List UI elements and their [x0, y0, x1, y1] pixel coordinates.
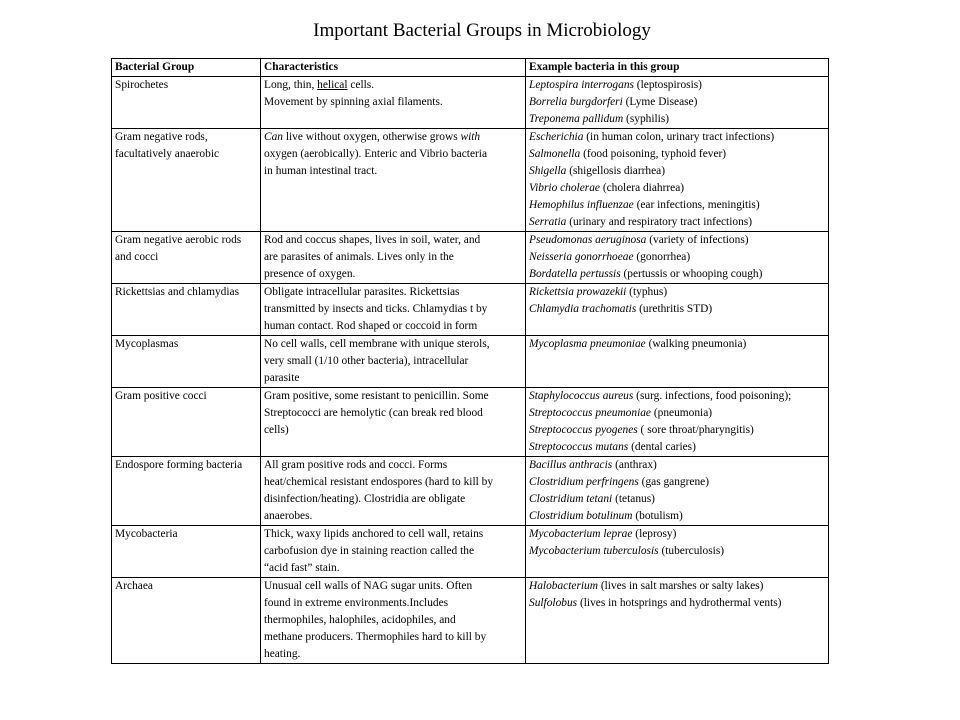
example-text: (tuberculosis) [658, 545, 725, 557]
example-text: Mycobacterium tuberculosis [529, 545, 659, 557]
characteristics-line [264, 301, 522, 318]
characteristics-text: parasite [264, 372, 300, 384]
characteristics-cell [261, 526, 526, 578]
characteristics-text: anaerobes. [264, 510, 313, 522]
example-text: (pertussis or whooping cough) [620, 268, 763, 280]
characteristics-line [264, 336, 522, 353]
example-text: Serratia [529, 216, 567, 228]
group-line: Mycoplasmas [115, 338, 179, 350]
example-text: ( sore throat/pharyngitis) [637, 424, 754, 436]
characteristics-line [264, 129, 522, 146]
example-text: (leptospirosis) [633, 79, 702, 91]
examples-cell [526, 77, 829, 129]
example-text: (lives in hotsprings and hydrothermal vents) [577, 597, 782, 609]
characteristics-text: thermophiles, halophiles, acidophiles, and [264, 614, 456, 626]
characteristics-cell [261, 457, 526, 526]
example-line [529, 214, 825, 231]
example-text: Chlamydia trachomatis [529, 303, 637, 315]
example-text: Leptospira interrogans [529, 79, 634, 91]
characteristics-line [264, 595, 522, 612]
example-line [529, 232, 825, 249]
characteristics-text: disinfection/heating). Clostridia are obligate [264, 493, 466, 505]
example-line [529, 388, 825, 405]
example-line [529, 301, 825, 318]
example-text: Mycobacterium leprae [529, 528, 633, 540]
characteristics-text: very small (1/10 other bacteria), intracellular [264, 355, 469, 367]
example-line [529, 595, 825, 612]
example-text: Staphylococcus aureus [529, 390, 634, 402]
characteristics-text: No cell walls, cell membrane with unique sterols, [264, 338, 490, 350]
group-cell [112, 284, 261, 336]
example-text: (Lyme Disease) [622, 96, 698, 108]
characteristics-text: live without oxygen, otherwise grows [283, 131, 461, 143]
example-text: Borrelia burgdorferi [529, 96, 623, 108]
characteristics-line [264, 370, 522, 387]
table-row [112, 388, 829, 457]
characteristics-line [264, 646, 522, 663]
example-text: (lives in salt marshes or salty lakes) [597, 580, 764, 592]
group-cell [112, 129, 261, 232]
group-cell [112, 336, 261, 388]
example-text: (gas gangrene) [638, 476, 710, 488]
table-row [112, 526, 829, 578]
group-cell [112, 232, 261, 284]
example-text: Treponema pallidum [529, 113, 624, 125]
example-line [529, 578, 825, 595]
example-line [529, 457, 825, 474]
characteristics-line [264, 94, 522, 111]
table-row [112, 336, 829, 388]
example-line [529, 249, 825, 266]
group-line: and cocci [115, 251, 159, 263]
characteristics-text: transmitted by insects and ticks. Chlamydias t by [264, 303, 488, 315]
example-line [529, 526, 825, 543]
example-text: Neisseria gonorrhoeae [529, 251, 634, 263]
example-text: (variety of infections) [646, 234, 749, 246]
characteristics-line [264, 249, 522, 266]
characteristics-cell [261, 284, 526, 336]
group-cell [112, 457, 261, 526]
example-text: (urethritis STD) [636, 303, 713, 315]
table-row [112, 457, 829, 526]
characteristics-cell [261, 388, 526, 457]
characteristics-line [264, 77, 522, 94]
group-line: Endospore forming bacteria [115, 459, 243, 471]
characteristics-line [264, 422, 522, 439]
examples-cell [526, 284, 829, 336]
characteristics-line [264, 163, 522, 180]
bacteria-table [111, 58, 829, 664]
characteristics-text: Rod and coccus shapes, lives in soil, water, and [264, 234, 481, 246]
header-examples: Example bacteria in this group [526, 59, 829, 77]
example-line [529, 77, 825, 94]
characteristics-line [264, 474, 522, 491]
group-cell [112, 578, 261, 664]
characteristics-line [264, 388, 522, 405]
example-line [529, 439, 825, 456]
characteristics-text: are parasites of animals. Lives only in the [264, 251, 454, 263]
page-title: Important Bacterial Groups in Microbiology [313, 20, 651, 41]
group-line: Spirochetes [115, 79, 169, 91]
example-line [529, 474, 825, 491]
example-text: Vibrio cholerae [529, 182, 600, 194]
table-header-row [112, 59, 829, 77]
characteristics-line [264, 146, 522, 163]
group-line: Gram negative aerobic rods [115, 234, 242, 246]
group-line: Gram negative rods, [115, 131, 208, 143]
example-line [529, 94, 825, 111]
characteristics-text: All gram positive rods and cocci. Forms [264, 459, 448, 471]
example-text: Bordatella pertussis [529, 268, 621, 280]
example-line [529, 146, 825, 163]
characteristics-text: oxygen (aerobically). Enteric and Vibrio bacteria [264, 148, 488, 160]
characteristics-text: Gram positive, some resistant to penicillin. Some [264, 390, 489, 402]
example-text: (pneumonia) [651, 407, 713, 419]
example-text: Clostridium perfringens [529, 476, 639, 488]
example-text: (leprosy) [632, 528, 677, 540]
example-line [529, 180, 825, 197]
characteristics-cell [261, 232, 526, 284]
example-line [529, 491, 825, 508]
characteristics-line [264, 612, 522, 629]
header-characteristics: Characteristics [261, 59, 526, 77]
characteristics-text: heating. [264, 648, 301, 660]
example-line [529, 336, 825, 353]
example-line [529, 543, 825, 560]
example-text: Shigella [529, 165, 567, 177]
example-text: Streptococcus pyogenes [529, 424, 638, 436]
header-bacterial-group: Bacterial Group [112, 59, 261, 77]
example-line [529, 508, 825, 525]
examples-cell [526, 232, 829, 284]
table-row [112, 232, 829, 284]
characteristics-line [264, 491, 522, 508]
example-text: (botulism) [632, 510, 683, 522]
characteristics-line [264, 284, 522, 301]
example-text: (typhus) [626, 286, 668, 298]
example-line [529, 284, 825, 301]
example-line [529, 422, 825, 439]
example-text: Escherichia [529, 131, 584, 143]
characteristics-text: Long, thin, [264, 79, 318, 91]
example-text: Sulfolobus [529, 597, 578, 609]
group-cell [112, 526, 261, 578]
group-line: Mycobacteria [115, 528, 178, 540]
group-line: Rickettsias and chlamydias [115, 286, 240, 298]
example-line [529, 197, 825, 214]
characteristics-line [264, 543, 522, 560]
characteristics-text: in human intestinal tract. [264, 165, 378, 177]
characteristics-line [264, 508, 522, 525]
characteristics-text: Movement by spinning axial filaments. [264, 96, 443, 108]
table-row [112, 129, 829, 232]
example-text: (dental caries) [628, 441, 696, 453]
example-text: Mycoplasma pneumoniae [529, 338, 646, 350]
table-row [112, 284, 829, 336]
examples-cell [526, 578, 829, 664]
example-line [529, 163, 825, 180]
characteristics-line [264, 266, 522, 283]
group-cell [112, 388, 261, 457]
examples-cell [526, 388, 829, 457]
characteristics-text: Thick, waxy lipids anchored to cell wall, retains [264, 528, 484, 540]
examples-cell [526, 457, 829, 526]
group-line: Gram positive cocci [115, 390, 207, 402]
characteristics-line [264, 560, 522, 577]
characteristics-line [264, 405, 522, 422]
example-line [529, 405, 825, 422]
characteristics-text: Streptococci are hemolytic (can break red blood [264, 407, 483, 419]
characteristics-line [264, 526, 522, 543]
characteristics-text: cells. [347, 79, 375, 91]
group-line: facultatively anaerobic [115, 148, 220, 160]
example-line [529, 129, 825, 146]
example-text: (anthrax) [612, 459, 657, 471]
characteristics-text: Can [264, 131, 283, 143]
example-text: (surg. infections, food poisoning); [633, 390, 792, 402]
characteristics-text: heat/chemical resistant endospores (hard to kill by [264, 476, 494, 488]
examples-cell [526, 526, 829, 578]
examples-cell [526, 336, 829, 388]
example-text: Clostridium tetani [529, 493, 613, 505]
example-text: Clostridium botulinum [529, 510, 633, 522]
characteristics-cell [261, 578, 526, 664]
characteristics-text: cells) [264, 424, 289, 436]
example-text: Salmonella [529, 148, 581, 160]
example-text: (walking pneumonia) [645, 338, 747, 350]
table-row [112, 578, 829, 664]
characteristics-text: methane producers. Thermophiles hard to kill by [264, 631, 487, 643]
group-line: Archaea [115, 580, 153, 592]
example-text: (in human colon, urinary tract infections) [583, 131, 775, 143]
example-text: Pseudomonas aeruginosa [529, 234, 647, 246]
example-text: (syphilis) [623, 113, 670, 125]
example-text: (tetanus) [612, 493, 655, 505]
characteristics-text: Obligate intracellular parasites. Rickettsias [264, 286, 460, 298]
characteristics-cell [261, 336, 526, 388]
characteristics-text: with [460, 131, 481, 143]
characteristics-text: found in extreme environments.Includes [264, 597, 449, 609]
example-text: (food poisoning, typhoid fever) [580, 148, 727, 160]
example-text: (shigellosis diarrhea) [566, 165, 666, 177]
characteristics-text: carbofusion dye in staining reaction called the [264, 545, 475, 557]
characteristics-text: Unusual cell walls of NAG sugar units. Often [264, 580, 473, 592]
characteristics-line [264, 232, 522, 249]
example-text: Streptococcus mutans [529, 441, 629, 453]
example-text: (gonorrhea) [633, 251, 691, 263]
table-row [112, 77, 829, 129]
characteristics-text: presence of oxygen. [264, 268, 356, 280]
example-text: Rickettsia prowazekii [529, 286, 627, 298]
characteristics-line [264, 318, 522, 335]
example-text: Halobacterium [529, 580, 598, 592]
example-text: Streptococcus pneumoniae [529, 407, 651, 419]
characteristics-text: human contact. Rod shaped or coccoid in form [264, 320, 478, 332]
example-text: (cholera diahrrea) [599, 182, 685, 194]
example-text: Bacillus anthracis [529, 459, 613, 471]
group-cell [112, 77, 261, 129]
examples-cell [526, 129, 829, 232]
example-text: (urinary and respiratory tract infections) [566, 216, 752, 228]
example-line [529, 111, 825, 128]
characteristics-line [264, 629, 522, 646]
characteristics-cell [261, 129, 526, 232]
example-text: (ear infections, meningitis) [633, 199, 760, 211]
characteristics-text: “acid fast” stain. [264, 562, 340, 574]
example-line [529, 266, 825, 283]
characteristics-line [264, 353, 522, 370]
characteristics-line [264, 457, 522, 474]
example-text: Hemophilus influenzae [529, 199, 634, 211]
characteristics-cell [261, 77, 526, 129]
characteristics-text: helical [317, 79, 348, 91]
characteristics-line [264, 578, 522, 595]
